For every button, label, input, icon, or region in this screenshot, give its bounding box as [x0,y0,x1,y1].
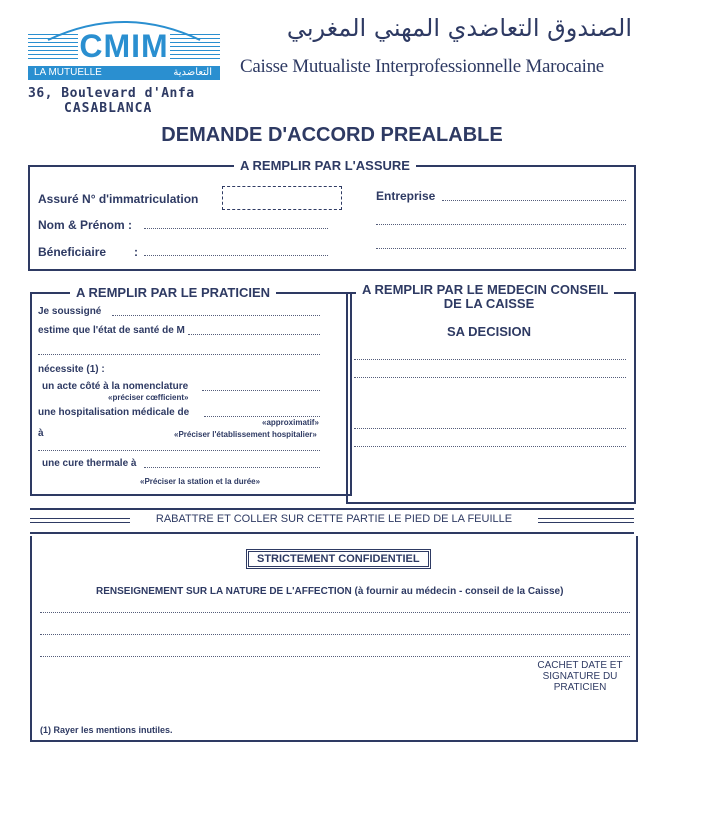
preciser-station: «Préciser la station et la durée» [140,477,261,486]
address-line1: 36, Boulevard d'Anfa [28,86,195,101]
cmim-logo [28,12,220,86]
decision-field-3[interactable] [354,428,626,429]
beneficiaire-label: Béneficiaire [38,245,107,259]
cachet-line3: PRATICIEN [553,682,607,693]
preciser-etab: «Préciser l'établissement hospitalier» [174,430,317,439]
beneficiaire-field[interactable] [144,255,328,256]
assure-section-title: A REMPLIR PAR L'ASSURE [234,158,416,173]
french-name: Caisse Mutualiste Interprofessionnelle Marocaine [240,56,604,77]
logo-band [28,66,220,80]
decision-field-4[interactable] [354,446,626,447]
beneficiaire-colon: : [134,245,138,259]
immatriculation-label: Assuré N° d'immatriculation [38,192,199,206]
medecin-section-title-2: DE LA CAISSE [443,296,535,311]
preciser-coef: «préciser cœfficient» [108,393,189,402]
cachet-line1: CACHET DATE ET [537,660,623,671]
renseignement-field-3[interactable] [40,656,630,657]
fold-text: RABATTRE ET COLLER SUR CETTE PARTIE LE PIED DE LA FEUILLE [155,513,513,525]
cure-label: une cure thermale à [42,458,137,469]
decision-label: SA DECISION [446,324,532,339]
address-line2: CASABLANCA [64,101,153,116]
acte-field[interactable] [202,390,320,391]
soussigne-label: Je soussigné [38,306,102,317]
necessite-label: nécessite (1) : [38,364,105,375]
confidentiel-badge: STRICTEMENT CONFIDENTIEL [248,551,429,567]
logo-sub-ar: التعاضدية [173,67,212,78]
estime-field-2[interactable] [38,354,320,355]
approximatif: «approximatif» [262,418,319,427]
entreprise-field[interactable] [442,200,626,201]
cachet-block [532,660,628,693]
estime-label: estime que l'état de santé de M [38,325,185,336]
nom-label: Nom & Prénom : [38,218,133,232]
entreprise-field-2[interactable] [376,224,626,225]
logo-sub-fr: LA MUTUELLE [34,67,102,78]
medecin-section-title-1: A REMPLIR PAR LE MEDECIN CONSEIL [356,282,614,297]
logo-text: CMIM [79,28,169,64]
renseignement-field-2[interactable] [40,634,630,635]
hospitalisation-field[interactable] [204,416,320,417]
estime-field[interactable] [188,334,320,335]
footnote: (1) Rayer les mentions inutiles. [40,725,173,735]
cure-field[interactable] [144,467,320,468]
etablissement-field[interactable] [38,450,320,451]
page-title: DEMANDE D'ACCORD PREALABLE [161,124,503,146]
nom-field[interactable] [144,228,328,229]
renseignement-label: RENSEIGNEMENT SUR LA NATURE DE L'AFFECTION (à fournir au médecin - conseil de la Caisse) [96,586,564,597]
renseignement-field-1[interactable] [40,612,630,613]
entreprise-field-3[interactable] [376,248,626,249]
praticien-section-title: A REMPLIR PAR LE PRATICIEN [70,285,276,300]
immatriculation-field[interactable] [222,186,342,210]
decision-field-2[interactable] [354,377,626,378]
decision-field-1[interactable] [354,359,626,360]
acte-label: un acte côté à la nomenclature [42,381,189,392]
a-label: à [38,428,44,439]
soussigne-field[interactable] [112,315,320,316]
fold-band [30,500,634,540]
entreprise-label: Entreprise [376,189,436,203]
hospitalisation-label: une hospitalisation médicale de [38,407,190,418]
arabic-name: الصندوق التعاضدي المهني المغربي [286,14,632,42]
cachet-line2: SIGNATURE DU [542,671,618,682]
